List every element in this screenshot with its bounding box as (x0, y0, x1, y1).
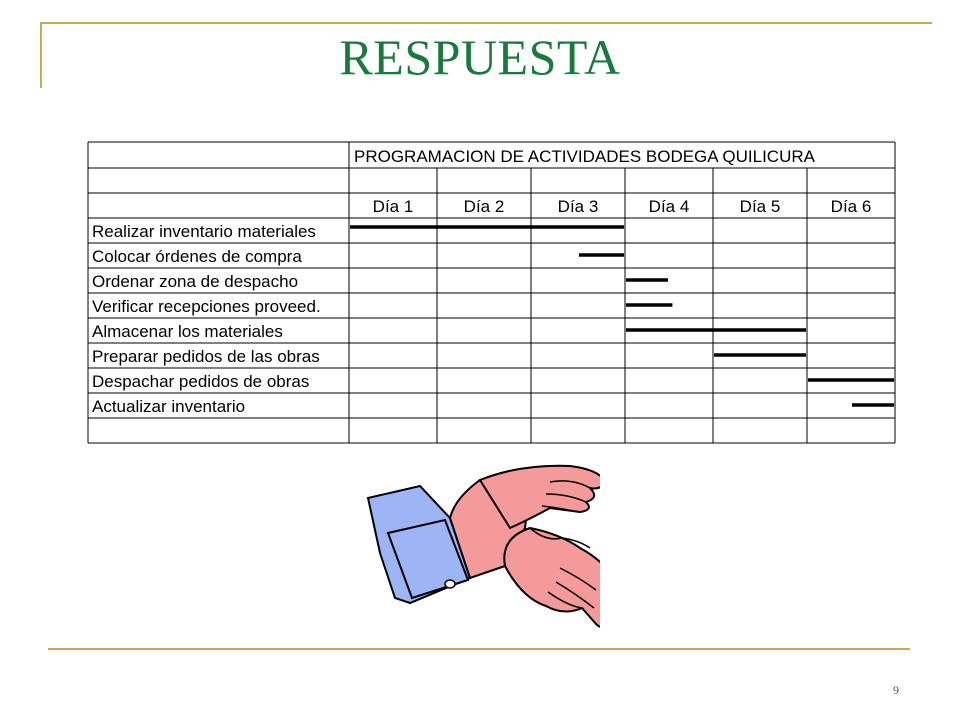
activity-label: Colocar órdenes de compra (92, 247, 302, 266)
day-header: Día 1 (372, 197, 414, 216)
page-number: 9 (893, 683, 899, 697)
day-header: Día 4 (648, 197, 690, 216)
activity-label: Actualizar inventario (92, 397, 246, 416)
activity-label: Despachar pedidos de obras (92, 372, 310, 391)
day-header: Día 6 (830, 197, 872, 216)
hands-clip-art-icon (350, 458, 600, 638)
schedule-title: PROGRAMACION DE ACTIVIDADES BODEGA QUILICURA (354, 147, 815, 166)
day-header: Día 3 (557, 197, 599, 216)
activity-label: Realizar inventario materiales (92, 222, 316, 241)
day-header: Día 2 (463, 197, 505, 216)
activity-label: Verificar recepciones proveed. (92, 297, 321, 316)
activity-label: Almacenar los materiales (92, 322, 283, 341)
slide-title: RESPUESTA (339, 29, 621, 85)
day-header: Día 5 (739, 197, 781, 216)
activity-label: Ordenar zona de despacho (92, 272, 299, 291)
activity-label: Preparar pedidos de las obras (92, 347, 320, 366)
